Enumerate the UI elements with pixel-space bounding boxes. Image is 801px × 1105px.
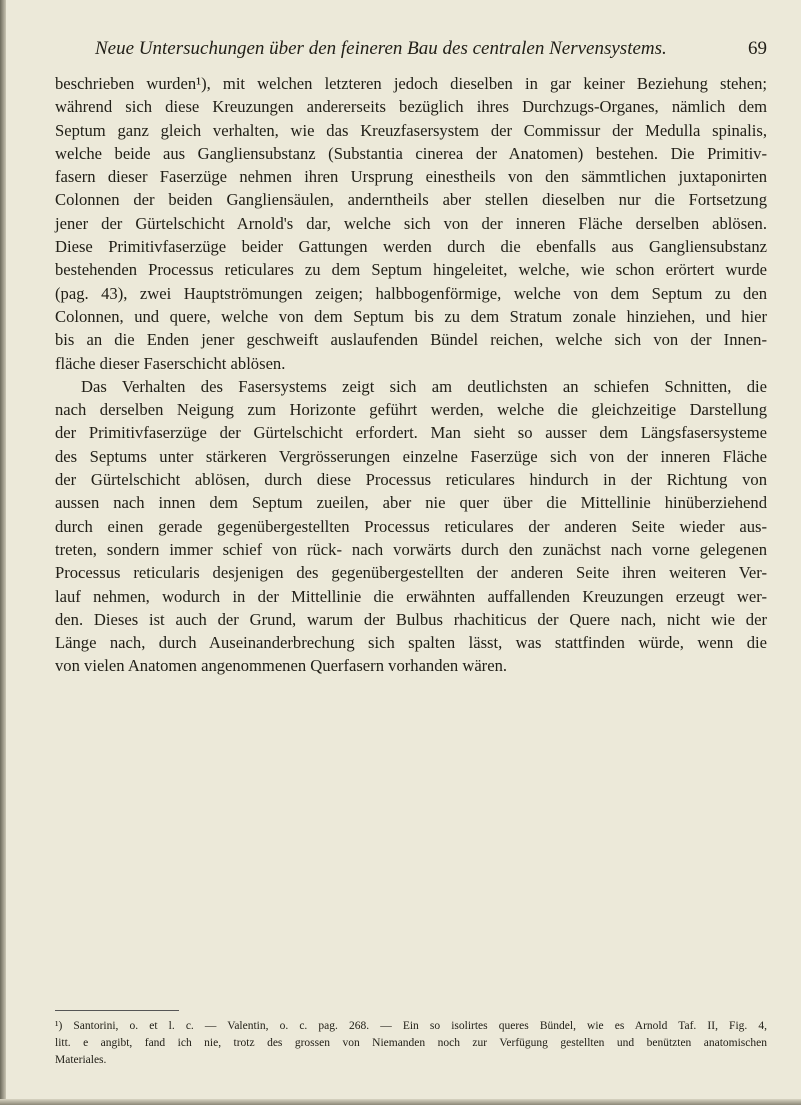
text-line: Septum ganz gleich verhalten, wie das Kreuzfasersystem der Commissur der Medulla spinalis, [55,120,767,140]
text-line: welche beide aus Gangliensubstanz (Substantia cinerea der Anatomen) bestehen. Die Primitiv- [55,143,767,163]
text-line: der Gürtelschicht ablösen, durch diese Processus reticulares hindurch in der Richtung von [55,470,767,490]
text-line: Colonnen der beiden Gangliensäulen, anderntheils aber stellen dieselben nur die Fortsetzung [55,190,767,210]
text-line: der Primitivfaserzüge der Gürtelschicht erfordert. Man sieht so ausser dem Längsfasersysteme [55,423,767,443]
running-header [95,38,767,60]
text-line: bis an die Enden jener geschweift auslaufenden Bündel reichen, welche sich von der Innen- [55,330,767,350]
page-bottom-edge [0,1099,801,1105]
text-line: beschrieben wurden¹), mit welchen letzteren jedoch dieselben in gar keiner Beziehung stehen; [55,74,767,93]
text-line: während sich diese Kreuzungen andererseits bezüglich ihres Durchzugs-Organes, nämlich dem [55,97,767,117]
text-line: Colonnen, und quere, welche von dem Septum bis zu dem Stratum zonale hinziehen, und hier [55,306,767,326]
footnote-line: Materiales. [55,1054,107,1066]
text-line: aussen nach innen dem Septum zueilen, aber nie quer über die Mittellinie hinüberziehend [55,493,767,513]
text-line: von vielen Anatomen angenommenen Querfasern vorhanden wären. [55,656,508,676]
footnote [55,1018,767,1069]
text-line: bestehenden Processus reticulares zu dem Septum hingeleitet, welche, wie schon erörtert wurde [55,260,767,280]
text-line: lauf nehmen, wodurch in der Mittellinie die erwähnten auffallenden Kreuzungen erzeugt wer- [55,586,767,606]
text-line: fläche dieser Faserschicht ablösen. [55,353,286,373]
text-line: Diese Primitivfaserzüge beider Gattungen werden durch die ebenfalls aus Gangliensubstanz [55,237,767,257]
text-line: des Septums unter stärkeren Vergrösserungen einzelne Faserzüge sich von der inneren Fläche [55,446,767,466]
text-line: Das Verhalten des Fasersystems zeigt sich am deutlichsten an schiefen Schnitten, die [81,376,767,396]
text-line: treten, sondern immer schief von rück- nach vorwärts durch den zunächst nach vorne gelegenen [55,539,767,559]
body-text [55,72,767,678]
text-line: Länge nach, durch Auseinanderbrechung sich spalten lässt, was stattfinden würde, wenn die [55,633,767,653]
page-number: 69 [748,38,767,59]
text-line: fasern dieser Faserzüge nehmen ihren Ursprung einestheils von den sämmtlichen juxtaponirten [55,167,767,187]
footnote-divider [55,1010,179,1011]
footnote-line: litt. e angibt, fand ich nie, trotz des grossen von Niemanden noch zur Verfügung gestellten und benützten anatomischen [55,1037,767,1049]
text-line: durch einen gerade gegenübergestellten Processus reticulares der anderen Seite wieder aus- [55,516,767,536]
text-line: nach derselben Neigung zum Horizonte geführt werden, welche die gleichzeitige Darstellung [55,400,767,420]
header-title: Neue Untersuchungen über den feineren Bau des centralen Nervensystems. [95,38,667,59]
footnote-line: ¹) Santorini, o. et l. c. — Valentin, o. c. pag. 268. — Ein so isolirtes queres Bündel, wie es Arnold Taf. II, Fig. 4, [55,1020,767,1032]
text-line: (pag. 43), zwei Hauptströmungen zeigen; halbbogenförmige, welche von dem Septum zu den [55,283,767,303]
page-binding-edge [0,0,6,1105]
text-line: den. Dieses ist auch der Grund, warum der Bulbus rhachiticus der Quere nach, nicht wie der [55,609,767,629]
text-line: jener der Gürtelschicht Arnold's dar, welche sich von der inneren Fläche derselben ablösen. [55,213,767,233]
text-line: Processus reticularis desjenigen des gegenübergestellten der anderen Seite ihren weiteren Ver- [55,563,767,583]
